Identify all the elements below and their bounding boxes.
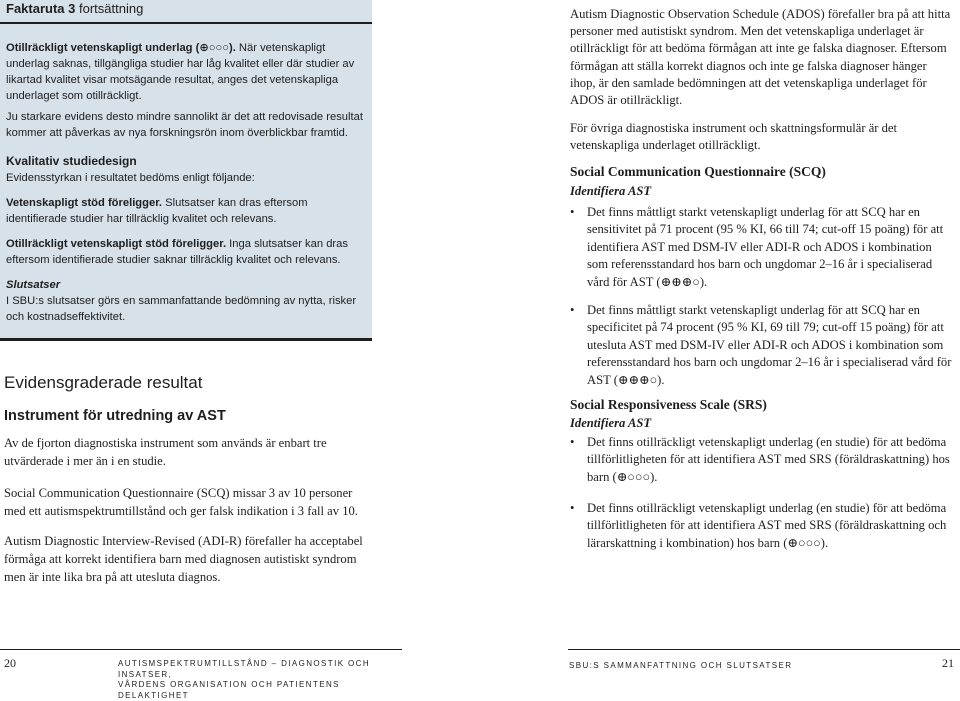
- fact-support-text: Slutsatser kan dras eftersom identifierade studier har tillräcklig kvalitet och relevans.: [6, 197, 308, 225]
- fact-no-support-text: Inga slutsatser kan dras eftersom identifierade studier saknar tillräcklig kvalitet och relevans.: [6, 238, 348, 266]
- srs-bullet-parent: [570, 434, 955, 486]
- fact-paragraph-insufficient: [6, 40, 366, 104]
- left-running-footer: [118, 659, 408, 701]
- fact-no-support-bold: Otillräckligt vetenskapligt stöd föreligger.: [6, 238, 227, 250]
- fact-paragraph-evidence: Ju starkare evidens desto mindre sannolikt är det att redovisade resultat kommer att påverkas av nya forskningsrön inom överblickbar framtid.: [6, 111, 363, 139]
- right-paragraph-ados: Autism Diagnostic Observation Schedule (ADOS) förefaller bra på att hitta personer med autistiskt syndrom. Men det vetenskapliga underlaget är otillräckligt för att bedöma förmågan att inte ge falska diagnoser. Eftersom förmågan att ställa korrekt diagnos och inte ge falska diagnoser hänger ihop, är den samlade bedömningen att det vetenskapliga underlaget för ADOS är otillräckligt.: [570, 7, 951, 108]
- right-footer-rule: [568, 649, 960, 650]
- scq-bullet-specificity: [570, 302, 955, 389]
- fact-paragraph-conclusions: [6, 277, 366, 325]
- srs-bullet-parent-text: Det finns otillräckligt vetenskapligt underlag (en studie) för att bedöma tillförlitligheten för att identifiera AST med SRS (föräldraskattning) hos barn (⊕○○○).: [587, 435, 950, 484]
- fact-paragraph-support: [6, 195, 366, 227]
- left-running-footer-line1: AUTISMSPEKTRUMTILLSTÅND – DIAGNOSTIK OCH INSATSER,: [118, 659, 371, 679]
- fact-box-title-bold: Faktaruta 3: [6, 1, 76, 16]
- srs-bullet-combined-text: Det finns otillräckligt vetenskapligt underlag (en studie) för att bedöma tillförlitligheten för att identifiera AST med SRS (föräldraskattning och lärarskattning i kombination) hos barn (⊕○○○).: [587, 501, 947, 550]
- left-paragraph-3: Autism Diagnostic Interview-Revised (ADI-R) förefaller ha acceptabel förmåga att korrekt identifiera barn med diagnosen autistiskt syndrom men är inte lika bra på att utesluta diagnos.: [4, 534, 363, 584]
- section-subheading: Instrument för utredning av AST: [4, 408, 226, 424]
- left-paragraph-2: Social Communication Questionnaire (SCQ) missar 3 av 10 personer med ett autismspektrumtillstånd och ger falsk indikation i 3 fall av 10.: [4, 486, 358, 518]
- left-paragraph-1: Av de fjorton diagnostiska instrument som används är enbart tre utvärderade i mer än i en studie.: [4, 436, 327, 468]
- bullet-marker: •: [570, 501, 575, 515]
- fact-paragraph-no-support: [6, 236, 366, 268]
- left-footer-rule: [0, 649, 402, 650]
- scq-bullet-sensitivity: [570, 204, 955, 291]
- fact-paragraph-insufficient-bold: Otillräckligt vetenskapligt underlag (⊕○○○).: [6, 42, 236, 54]
- right-paragraph-other: För övriga diagnostiska instrument och skattningsformulär är det vetenskapliga underlaget otillräckligt.: [570, 121, 898, 153]
- scq-bullet-specificity-text: Det finns måttligt starkt vetenskapligt underlag för att SCQ har en specificitet på 74 procent (95 % KI, 69 till 79; cut-off 15 poäng) för att utesluta AST med DSM-IV eller ADI-R och ADOS i kombination som referensstandard hos barn och ungdomar 2–16 år i specialiserad vård för AST (⊕⊕⊕○).: [587, 303, 952, 387]
- scq-heading: Social Communication Questionnaire (SCQ): [570, 164, 826, 179]
- bullet-marker: •: [570, 303, 575, 317]
- right-running-footer: SBU:S SAMMANFATTNING OCH SLUTSATSER: [569, 661, 793, 670]
- fact-box-title-rest: fortsättning: [75, 1, 144, 16]
- fact-box-title: [6, 1, 143, 16]
- fact-conclusions-heading: Slutsatser: [6, 279, 61, 291]
- fact-qualitative-text: Evidensstyrkan i resultatet bedöms enligt följande:: [6, 172, 255, 184]
- fact-conclusions-text: I SBU:s slutsatser görs en sammanfattande bedömning av nytta, risker och kostnadseffektivitet.: [6, 295, 357, 323]
- srs-subheading: Identifiera AST: [570, 416, 652, 430]
- bullet-marker: •: [570, 435, 575, 449]
- scq-subheading: Identifiera AST: [570, 184, 652, 198]
- fact-paragraph-qualitative: [6, 153, 366, 186]
- bullet-marker: •: [570, 205, 575, 219]
- fact-qualitative-heading: Kvalitativ studiedesign: [6, 154, 137, 168]
- fact-box-bottom-rule: [0, 338, 372, 341]
- right-page-number: 21: [942, 656, 954, 670]
- left-page-number: 20: [4, 656, 16, 670]
- scq-bullet-sensitivity-text: Det finns måttligt starkt vetenskapligt underlag för att SCQ har en sensitivitet på 71 procent (95 % KI, 66 till 74; cut-off 15 poäng) för att identifiera AST med DSM-IV eller ADI-R och ADOS i kombination som referensstandard hos barn och ungdomar 2–16 år i specialiserad vård för AST (⊕⊕⊕○).: [587, 205, 944, 289]
- left-running-footer-line2: VÅRDENS ORGANISATION OCH PATIENTENS DELAKTIGHET: [118, 680, 340, 700]
- srs-heading: Social Responsiveness Scale (SRS): [570, 397, 767, 412]
- srs-bullet-combined: [570, 500, 955, 552]
- fact-box-top-rule: [0, 22, 372, 24]
- fact-box: [0, 0, 372, 341]
- fact-paragraph-insufficient-text: När vetenskapligt underlag saknas, tillgängliga studier har låg kvalitet eller där studier av likartad kvalitet visar motsägande resultat, anges det vetenskapliga underlaget som otillräckligt.: [6, 42, 355, 102]
- fact-support-bold: Vetenskapligt stöd föreligger.: [6, 197, 163, 209]
- section-heading: Evidensgraderade resultat: [4, 373, 203, 392]
